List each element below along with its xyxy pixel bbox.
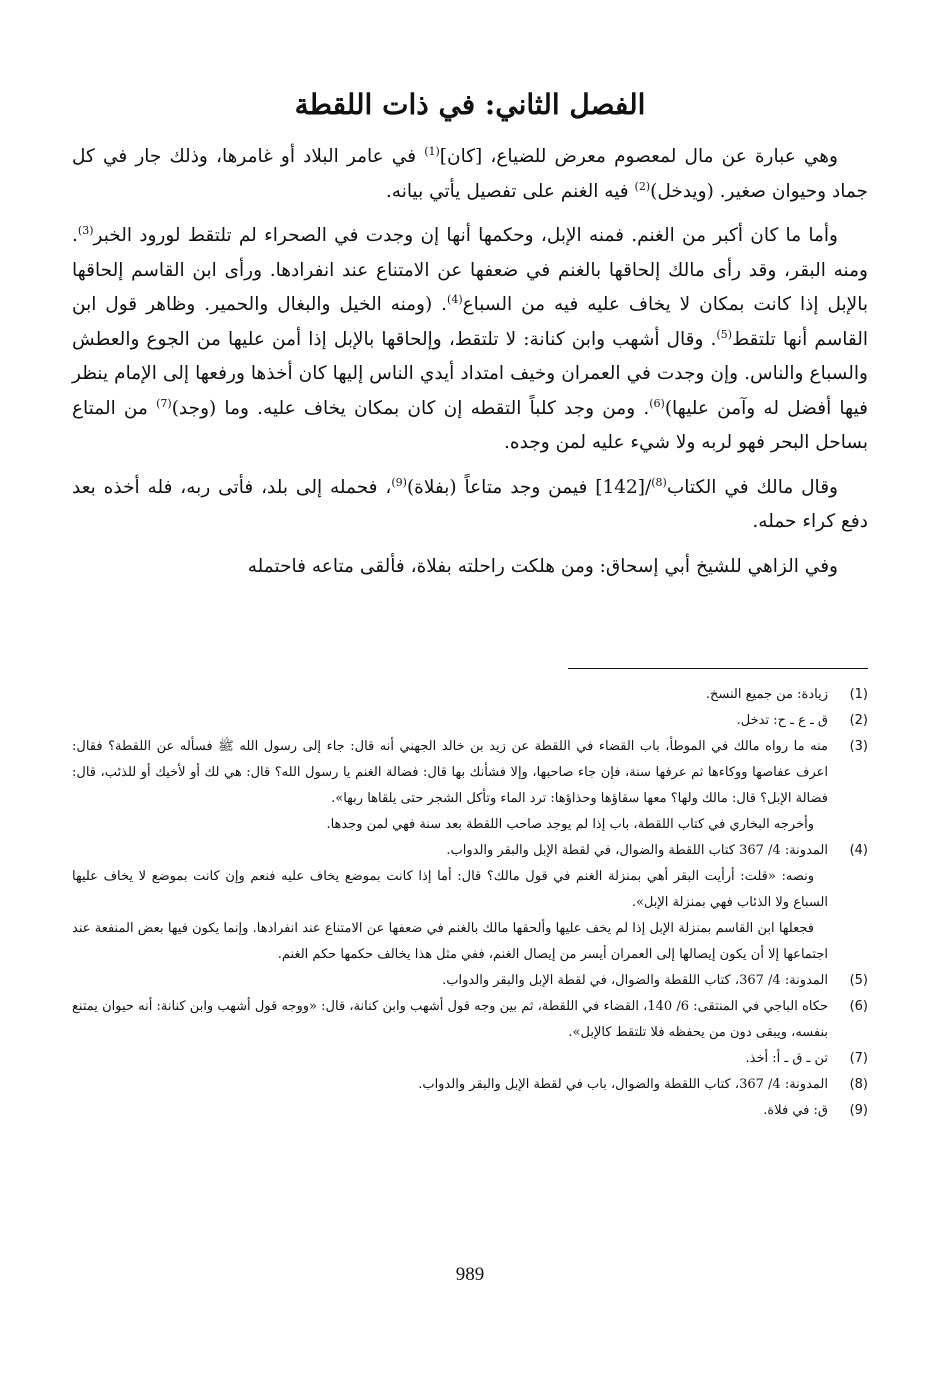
footnote-text bbox=[72, 994, 828, 1046]
footnote-ref: (1) bbox=[424, 144, 440, 158]
text-run: وهي عبارة عن مال لمعصوم معرض للضياع، [كان] bbox=[439, 146, 838, 167]
body-paragraph bbox=[72, 219, 868, 461]
text-run: وأما ما كان أكبر من الغنم. فمنه الإبل، وحكمها أنها إن وجدت في الصحراء لم تلتقط لورود الخبر bbox=[93, 225, 838, 246]
footnote bbox=[72, 682, 868, 708]
chapter-title: الفصل الثاني: في ذات اللقطة bbox=[294, 88, 646, 121]
footnote-paragraph: وأخرجه البخاري في كتاب اللقطة، باب إذا لم يوجد صاحب اللقطة بعد سنة فهي لمن وجدها. bbox=[326, 817, 814, 832]
text-run: وفي الزاهي للشيخ أبي إسحاق: ومن هلكت راحلته بفلاة، فألقى متاعه فاحتمله bbox=[247, 555, 838, 577]
footnote-number: (9) bbox=[849, 1103, 868, 1118]
text-run: . ومن وجد كلباً التقطه إن كان بمكان يخاف عليه. وما (وجد) bbox=[171, 397, 650, 419]
footnote bbox=[72, 838, 868, 968]
footnote-separator bbox=[568, 668, 868, 669]
footnote bbox=[72, 1098, 868, 1124]
footnote-number: (2) bbox=[849, 713, 868, 728]
body-paragraph bbox=[72, 471, 868, 540]
footnote-text bbox=[72, 682, 828, 708]
footnote-number: (3) bbox=[849, 739, 868, 754]
footnote-paragraph: ق ـ ع ـ ح: تدخل. bbox=[736, 713, 828, 728]
footnote-ref: (6) bbox=[649, 396, 665, 410]
footnote-text bbox=[72, 968, 828, 994]
footnote-number: (1) bbox=[849, 687, 868, 702]
footnote-text bbox=[72, 838, 828, 968]
footnote bbox=[72, 994, 868, 1046]
footnote-text bbox=[72, 1046, 828, 1072]
text-run: ، فحمله إلى بلد، فأتى ربه، فله أخذه بعد دفع كراء حمله. bbox=[72, 476, 868, 532]
footnote-paragraph: المدونة: 4/ 367 كتاب اللقطة والضوال، في لقطة الإبل والبقر والدواب. bbox=[446, 843, 828, 858]
text-run: . (ومنه الخيل والبغال والحمير. وظاهر قول ابن القاسم أنها تلتقط bbox=[72, 294, 869, 350]
footnote-ref: (9) bbox=[391, 475, 407, 489]
footnotes bbox=[72, 682, 868, 1124]
footnote bbox=[72, 1072, 868, 1098]
footnote-number: (4) bbox=[849, 843, 868, 858]
footnote-number: (5) bbox=[849, 973, 868, 988]
text-run: وقال مالك في الكتاب bbox=[666, 476, 838, 498]
body-paragraph bbox=[72, 550, 868, 585]
footnote-ref: (2) bbox=[634, 179, 651, 193]
footnote-ref: (7) bbox=[156, 396, 172, 410]
footnote bbox=[72, 968, 868, 994]
footnote-text bbox=[72, 708, 828, 734]
footnote-paragraph: ق: في فلاة. bbox=[763, 1103, 828, 1118]
footnote-paragraph: منه ما رواه مالك في الموطأ، باب القضاء في اللقطة عن زيد بن خالد الجهني أنه قال: جاء إلى رسول الله ﷺ فسأله عن اللقطة؟ فقال: اعرف عفاصها ووكاءها ثم عرفها سنة، فإن جاء صاحبها، وإلا فشأنك بها قال: فضالة الغنم يا رسول الله؟ قال: هي لك أو لأخيك أو للذئب، قال: فضالة الإبل؟ قال: مالك ولها؟ معها سقاؤها وحذاؤها: ترد الماء وتأكل الشجر حتى يلقاها ربها». bbox=[72, 739, 828, 806]
footnote-number: (7) bbox=[849, 1051, 868, 1066]
text-run: . ومنه البقر، وقد رأى مالك إلحاقها بالغنم في ضعفها عن الامتناع عند انفرادها. ورأى ابن القاسم إلحاقها بالإبل إذا كانت بمكان لا يخاف عليه فيه من السباع bbox=[72, 225, 868, 315]
footnote-paragraph: حكاه الباجي في المنتقى: 6/ 140، القضاء في اللقطة، ثم بين وجه قول أشهب وابن كنانة، قال: «ووجه قول أشهب وابن كنانة: أنه حيوان يمتنع بنفسه، ويبقى دون من يحفظه فلا تلتقط كالإبل». bbox=[72, 999, 828, 1040]
footnote-text bbox=[72, 1098, 828, 1124]
footnote-ref: (4) bbox=[447, 292, 463, 306]
footnote-number: (8) bbox=[849, 1077, 868, 1092]
footnote-paragraph: تن ـ ق ـ أ: أخذ. bbox=[745, 1051, 828, 1066]
main-text bbox=[72, 140, 868, 584]
footnote-paragraph: ونصه: «قلت: أرأيت البقر أهي بمنزلة الغنم في قول مالك؟ قال: أما إذا كانت بموضع يخاف عليه فنعم وإن كانت بموضع لا يخاف عليها السباع ولا الذئاب فهي بمنزلة الإبل». bbox=[72, 869, 828, 910]
footnote-paragraph: المدونة: 4/ 367، كتاب اللقطة والضوال، باب في لقطة الإبل والبقر والدواب. bbox=[418, 1077, 828, 1092]
footnote-text bbox=[72, 734, 828, 838]
text-run: في عامر البلاد أو غامرها، وذلك جار في كل جماد وحيوان صغير. (ويدخل) bbox=[72, 146, 868, 202]
footnote-paragraph: فجعلها ابن القاسم بمنزلة الإبل إذا لم يخف عليها وألحقها مالك بالغنم في ضعفها عن الامتناع عند انفرادها. وإنما يكون فيها بعض المنفعة عند اجتماعها إلا أن يكون إيصالها إلى العمران أيسر من إيصال الغنم، ففي مثل هذا يخالف حكمها حكم الغنم. bbox=[72, 921, 828, 962]
footnote-ref: (5) bbox=[716, 327, 732, 341]
footnote-number: (6) bbox=[849, 999, 868, 1014]
footnote bbox=[72, 734, 868, 838]
footnote-paragraph: زيادة: من جميع النسخ. bbox=[705, 687, 828, 702]
footnote-ref: (8) bbox=[651, 475, 667, 489]
footnote bbox=[72, 708, 868, 734]
footnote-ref: (3) bbox=[77, 223, 94, 237]
page-number: 989 bbox=[455, 1264, 485, 1285]
text-run: . وقال أشهب وابن كنانة: لا تلتقط، وإلحاقها بالإبل إذا أمن عليها من الجوع والعطش والسباع والناس. وإن وجدت في العمران وخيف امتداد أيدي الناس إليها كان أخذها ورفعها إلى الإمام ينظر فيها أفضل له وآمن عليها) bbox=[72, 328, 868, 419]
footnote-text bbox=[72, 1072, 828, 1098]
text-run: فيه الغنم على تفصيل يأتي بيانه. bbox=[385, 180, 635, 202]
text-run: /[142] فيمن وجد متاعاً (بفلاة) bbox=[406, 476, 652, 498]
text-run: من المتاع بساحل البحر فهو لربه ولا شيء عليه لمن وجده. bbox=[72, 397, 868, 453]
body-paragraph bbox=[72, 140, 868, 209]
footnote bbox=[72, 1046, 868, 1072]
footnote-paragraph: المدونة: 4/ 367، كتاب اللقطة والضوال، في لقطة الإبل والبقر والدواب. bbox=[442, 973, 828, 988]
